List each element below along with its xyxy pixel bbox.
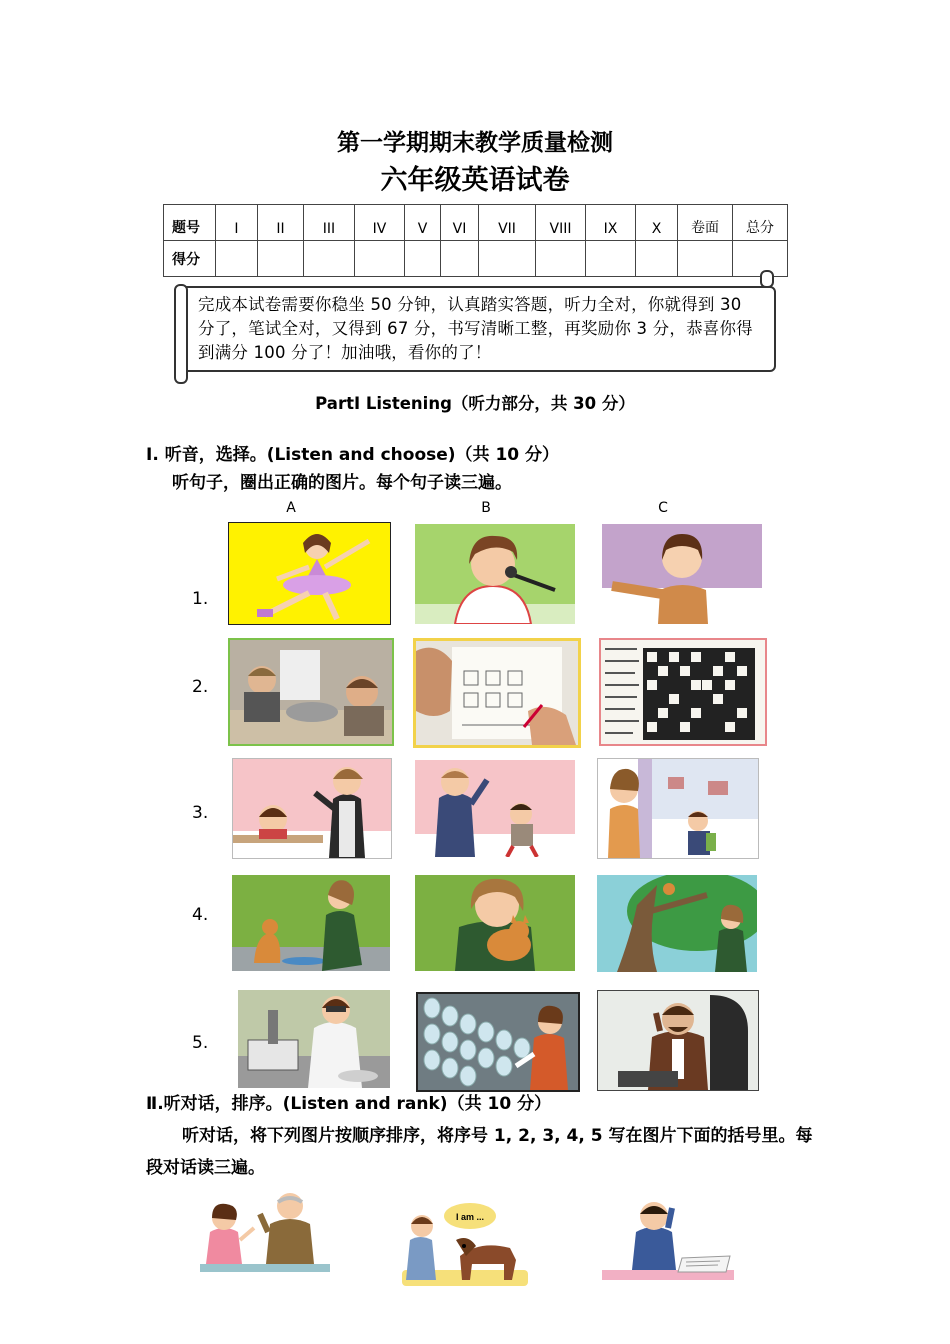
notice-text: 完成本试卷需要你稳坐 50 分钟，认真踏实答题，听力全对，你就得到 30 分了，笔试全对，又得到 67 分，书写清晰工整，再奖励你 3 分，恭喜你得到满分 100 分了！加油哦，看你的了！ — [198, 295, 753, 362]
teacher-boy-desk-image[interactable] — [232, 758, 392, 859]
score-cell: VI — [441, 205, 479, 241]
score-input-cell[interactable] — [586, 241, 636, 277]
part-title: PartⅠ Listening（听力部分，共 30 分） — [315, 394, 635, 413]
score-cell: II — [258, 205, 304, 241]
score-cell: VIII — [536, 205, 586, 241]
question-number: 4. — [192, 905, 209, 925]
score-row-label: 得分 — [164, 241, 216, 277]
score-cell: IX — [586, 205, 636, 241]
score-cell: VII — [479, 205, 536, 241]
girl-holding-cat-image[interactable] — [415, 875, 575, 971]
score-cell: I — [216, 205, 258, 241]
scientist-microscope-image[interactable] — [238, 990, 390, 1088]
question-number: 5. — [192, 1033, 209, 1053]
score-cell: 卷面 — [678, 205, 733, 241]
speech-bubble-text: I am ... — [456, 1212, 485, 1222]
question-number: 2. — [192, 677, 209, 697]
score-input-cell[interactable] — [636, 241, 678, 277]
score-cell: X — [636, 205, 678, 241]
ballet-dancer-image[interactable] — [228, 522, 391, 625]
question-number: 1. — [192, 589, 209, 609]
exam-subtitle: 六年级英语试卷 — [380, 165, 570, 196]
score-input-cell[interactable] — [479, 241, 536, 277]
question-number: 3. — [192, 803, 209, 823]
singing-girl-image[interactable] — [415, 524, 575, 624]
exam-title: 第一学期期末教学质量检测 — [337, 130, 613, 156]
factory-worker-bottles-image[interactable] — [416, 992, 580, 1092]
scroll-roll-icon — [174, 284, 188, 384]
score-input-cell[interactable] — [733, 241, 788, 277]
man-waving-boy-image[interactable] — [415, 760, 575, 857]
section-instruction: 听对话，将下列图片按顺序排序，将序号 1, 2, 3, 4, 5 写在图片下面的括号里。每段对话读三遍。 — [146, 1126, 813, 1178]
section-title: Ⅱ.听对话，排序。(Listen and rank)（共 10 分） — [146, 1094, 552, 1114]
score-cell: III — [304, 205, 355, 241]
score-cell: IV — [355, 205, 405, 241]
column-label: A — [286, 500, 296, 516]
girl-grandpa-image[interactable] — [200, 1188, 330, 1274]
score-table-header-row — [164, 205, 788, 241]
score-input-cell[interactable] — [678, 241, 733, 277]
section-instruction: 听句子，圈出正确的图片。每个句子读三遍。 — [172, 473, 512, 493]
score-input-cell[interactable] — [355, 241, 405, 277]
girl-kneeling-cat-image[interactable] — [232, 875, 390, 971]
crossword-puzzle-image[interactable] — [599, 638, 767, 746]
writing-worksheet-image[interactable] — [413, 638, 581, 748]
score-cell: V — [405, 205, 441, 241]
boy-thinking-desk-image[interactable] — [602, 1198, 734, 1282]
score-cell: 题号 — [164, 205, 216, 241]
score-input-cell[interactable] — [441, 241, 479, 277]
column-label: C — [658, 500, 668, 516]
column-label: B — [481, 500, 491, 516]
score-input-cell[interactable] — [258, 241, 304, 277]
score-input-cell[interactable] — [304, 241, 355, 277]
score-input-cell[interactable] — [216, 241, 258, 277]
section-title: Ⅰ. 听音，选择。(Listen and choose)（共 10 分） — [146, 445, 560, 465]
score-cell: 总分 — [733, 205, 788, 241]
woman-window-boy-image[interactable] — [597, 758, 759, 859]
boy-dog-image[interactable] — [400, 1200, 530, 1286]
score-table — [163, 204, 788, 277]
cat-in-tree-image[interactable] — [597, 875, 757, 972]
businessman-phone-image[interactable] — [597, 990, 759, 1091]
cooking-kids-image[interactable] — [228, 638, 394, 746]
score-table-score-row — [164, 241, 788, 277]
score-input-cell[interactable] — [536, 241, 586, 277]
pointing-girl-image[interactable] — [602, 524, 762, 624]
score-input-cell[interactable] — [405, 241, 441, 277]
